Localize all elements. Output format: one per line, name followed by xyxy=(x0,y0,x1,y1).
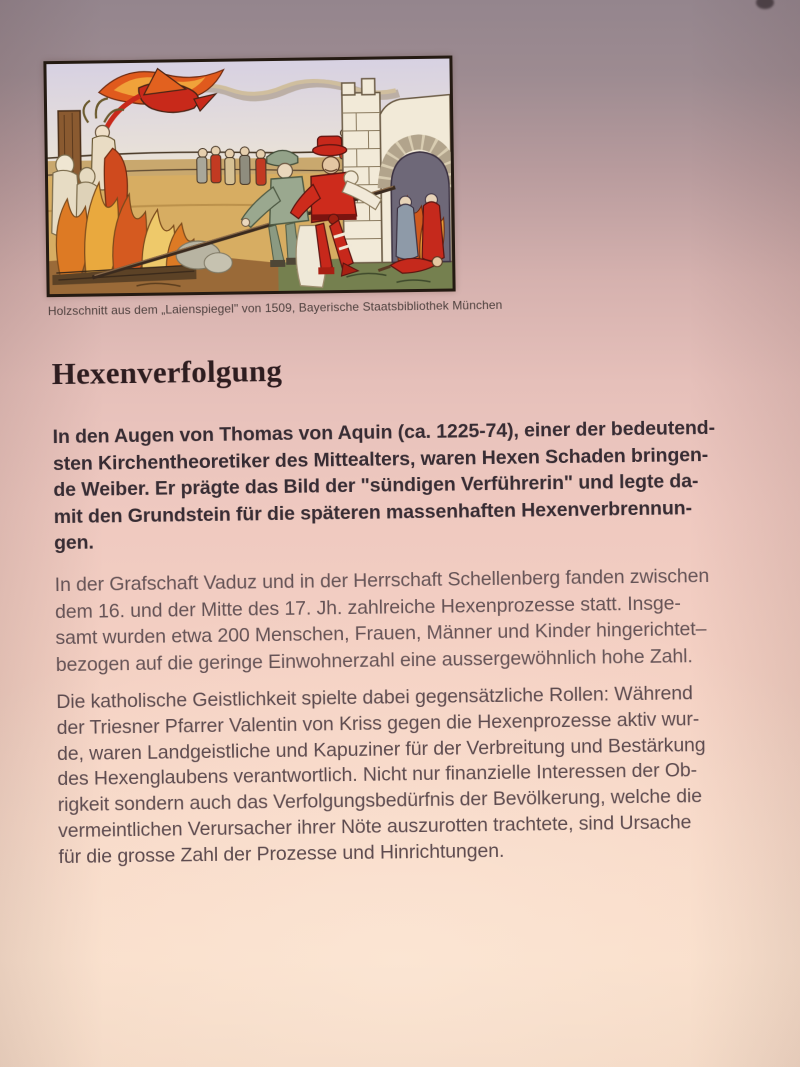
figure-caption: Holzschnitt aus dem „Laienspiegel" von 1509, Bayerische Staatsbibliothek München xyxy=(47,297,503,319)
woodcut-illustration xyxy=(43,55,455,297)
body-paragraph-vaduz: In der Grafschaft Vaduz und in der Herrschaft Schellenberg fanden zwischen dem 16. und der Mitte des 17. Jh. zahlreiche Hexenprozesse statt. Insge- samt wurden etwa 200 Menschen, Frauen, Männer und Kinder hingerichtet– bezogen auf die geringe Einwohnerzahl eine aussergewöhnlich hohe Zahl. xyxy=(54,564,710,676)
stone-archway xyxy=(342,78,454,264)
page-title: Hexenverfolgung xyxy=(51,352,283,392)
lead-paragraph: In den Augen von Thomas von Aquin (ca. 1225-74), einer der bedeutend- sten Kirchentheoretiker des Mittealters, waren Hexen Schaden bringen- de Weiber. Er prägte das Bild der "sündigen Verführerin" und legte da- mit den Grundstein für die späteren massenhaften Hexenverbrennun- gen. xyxy=(52,416,716,555)
body-paragraph-geistlichkeit: Die katholische Geistlichkeit spielte dabei gegensätzliche Rollen: Während der Triesner Pfarrer Valentin von Kriss gegen die Hexenprozesse aktiv wur- de, waren Landgeistliche und Kapuziner für der Verbreitung und Bestärkung des Hexenglaubens verantwortlich. Nicht nur finanzielle Interessen der Ob- rigkeit sondern auch das Verfolgungsbedürfnis der Bevölkerung, welche die vermeintlichen Verursacher ihrer Nöte auszurotten trachtete, sind Ursache für die grosse Zahl der Prozesse und Hinrichtungen. xyxy=(56,682,706,868)
woodcut-figure xyxy=(43,55,455,297)
